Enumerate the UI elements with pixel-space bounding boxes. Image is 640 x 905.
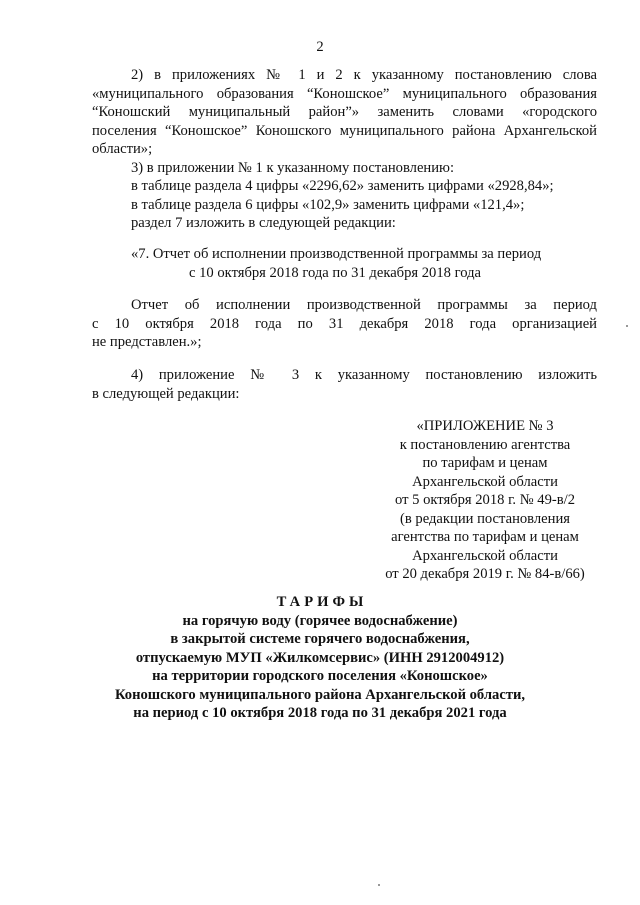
item3-line-1: 3) в приложении № 1 к указанному постановлению: bbox=[131, 159, 455, 176]
section7-body-line-1: Отчет об исполнении производственной программы за период bbox=[131, 297, 597, 313]
item3-line-3: в таблице раздела 6 цифры «102,9» заменить цифрами «121,4»; bbox=[131, 196, 525, 213]
section7-body-line-2: с 10 октября 2018 года по 31 декабря 2018 года организацией bbox=[92, 315, 597, 332]
section7-heading-line-2: с 10 октября 2018 года по 31 декабря 2018 года bbox=[189, 264, 481, 281]
tariffs-title: ТАРИФЫ bbox=[276, 594, 368, 610]
item4-line-1: 4) приложение № 3 к указанному постановлению изложить bbox=[131, 367, 597, 383]
appendix-line-9: от 20 декабря 2019 г. № 84-в/66) bbox=[385, 566, 585, 582]
item2-line-4: поселения “Коношское” Коношского муниципального района Архангельской bbox=[92, 122, 597, 139]
item2-line-1: 2) в приложениях № 1 и 2 к указанному постановлению слова bbox=[131, 67, 597, 83]
appendix-line-3: по тарифам и ценам bbox=[422, 455, 548, 471]
appendix-line-2: к постановлению агентства bbox=[399, 436, 571, 453]
item2-line-3: “Коношский муниципальный район”» заменить словами «городского bbox=[92, 104, 597, 120]
appendix-line-7: агентства по тарифам и ценам bbox=[391, 529, 579, 545]
page-number: 2 bbox=[316, 39, 324, 55]
scan-speck bbox=[378, 884, 380, 886]
tariffs-line-4: на территории городского поселения «Коношское» bbox=[152, 668, 488, 684]
item3-line-2: в таблице раздела 4 цифры «2296,62» заменить цифрами «2928,84»; bbox=[131, 178, 554, 194]
appendix-line-1: «ПРИЛОЖЕНИЕ № 3 bbox=[416, 418, 554, 434]
item4-line-2: в следующей редакции: bbox=[92, 385, 240, 402]
tariffs-line-1: на горячую воду (горячее водоснабжение) bbox=[182, 612, 458, 629]
appendix-line-5: от 5 октября 2018 г. № 49-в/2 bbox=[395, 492, 575, 508]
section7-heading-line-1: «7. Отчет об исполнении производственной программы за период bbox=[131, 246, 542, 262]
tariffs-line-3: отпускаемую МУП «Жилкомсервис» (ИНН 2912004912) bbox=[135, 649, 505, 666]
tariffs-line-2: в закрытой системе горячего водоснабжения, bbox=[170, 631, 470, 647]
section7-body-line-3: не представлен.»; bbox=[92, 334, 202, 350]
appendix-line-4: Архангельской области bbox=[412, 473, 558, 490]
scan-speck bbox=[626, 325, 628, 327]
item2-line-2: «муниципального образования “Коношское” муниципального образования bbox=[92, 85, 597, 102]
appendix-line-8: Архангельской области bbox=[412, 547, 558, 564]
item3-line-4: раздел 7 изложить в следующей редакции: bbox=[131, 215, 396, 231]
appendix-line-6: (в редакции постановления bbox=[400, 510, 570, 527]
tariffs-line-6: на период с 10 октября 2018 года по 31 декабря 2021 года bbox=[133, 705, 507, 721]
tariffs-line-5: Коношского муниципального района Архангельской области, bbox=[114, 686, 526, 703]
item2-line-5: области»; bbox=[92, 141, 153, 157]
